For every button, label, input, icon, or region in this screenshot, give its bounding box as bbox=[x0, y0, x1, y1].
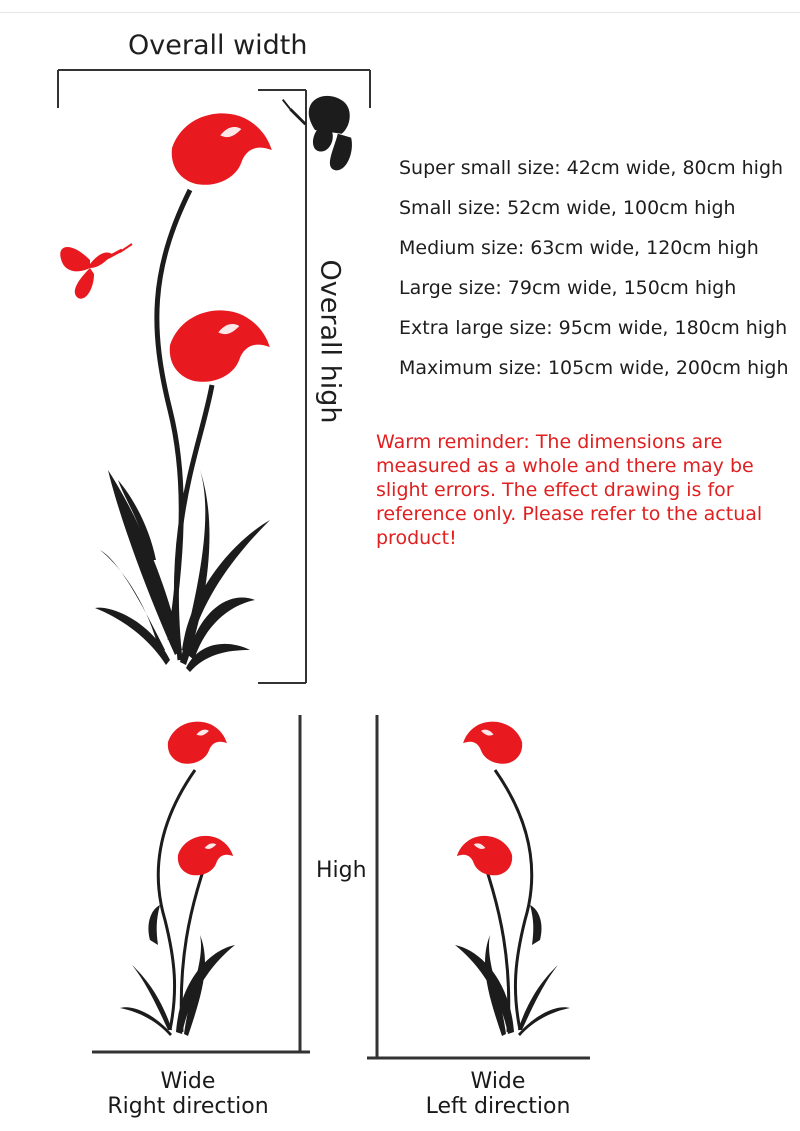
left-direction-caption bbox=[398, 1069, 598, 1119]
size-list bbox=[399, 148, 789, 388]
red-butterfly-icon bbox=[60, 244, 132, 299]
left-wide-label: Wide bbox=[470, 1069, 526, 1094]
black-butterfly-icon bbox=[283, 96, 352, 170]
right-direction-label: Right direction bbox=[107, 1094, 269, 1119]
left-direction-panel bbox=[367, 715, 590, 1058]
overall-high-label: Overall high bbox=[314, 259, 346, 424]
left-direction-label: Left direction bbox=[425, 1094, 571, 1119]
size-item: Small size: 52cm wide, 100cm high bbox=[399, 197, 736, 219]
right-wide-label: Wide bbox=[160, 1069, 216, 1094]
main-flower-illustration bbox=[95, 113, 272, 672]
overall-width-label: Overall width bbox=[128, 30, 308, 61]
size-item: Medium size: 63cm wide, 120cm high bbox=[399, 237, 759, 259]
warm-reminder-text: Warm reminder: The dimensions are measured as a whole and there may be slight errors. The effect drawing is for reference only. Please refer to the actual product! bbox=[376, 431, 763, 549]
height-dimension-line bbox=[258, 90, 306, 683]
right-direction-panel bbox=[92, 715, 310, 1052]
size-item: Large size: 79cm wide, 150cm high bbox=[399, 277, 737, 299]
size-item: Maximum size: 105cm wide, 200cm high bbox=[399, 357, 789, 379]
right-direction-caption bbox=[88, 1069, 288, 1119]
high-label: High bbox=[316, 858, 367, 883]
size-item: Extra large size: 95cm wide, 180cm high bbox=[399, 317, 788, 339]
size-item: Super small size: 42cm wide, 80cm high bbox=[399, 157, 784, 179]
